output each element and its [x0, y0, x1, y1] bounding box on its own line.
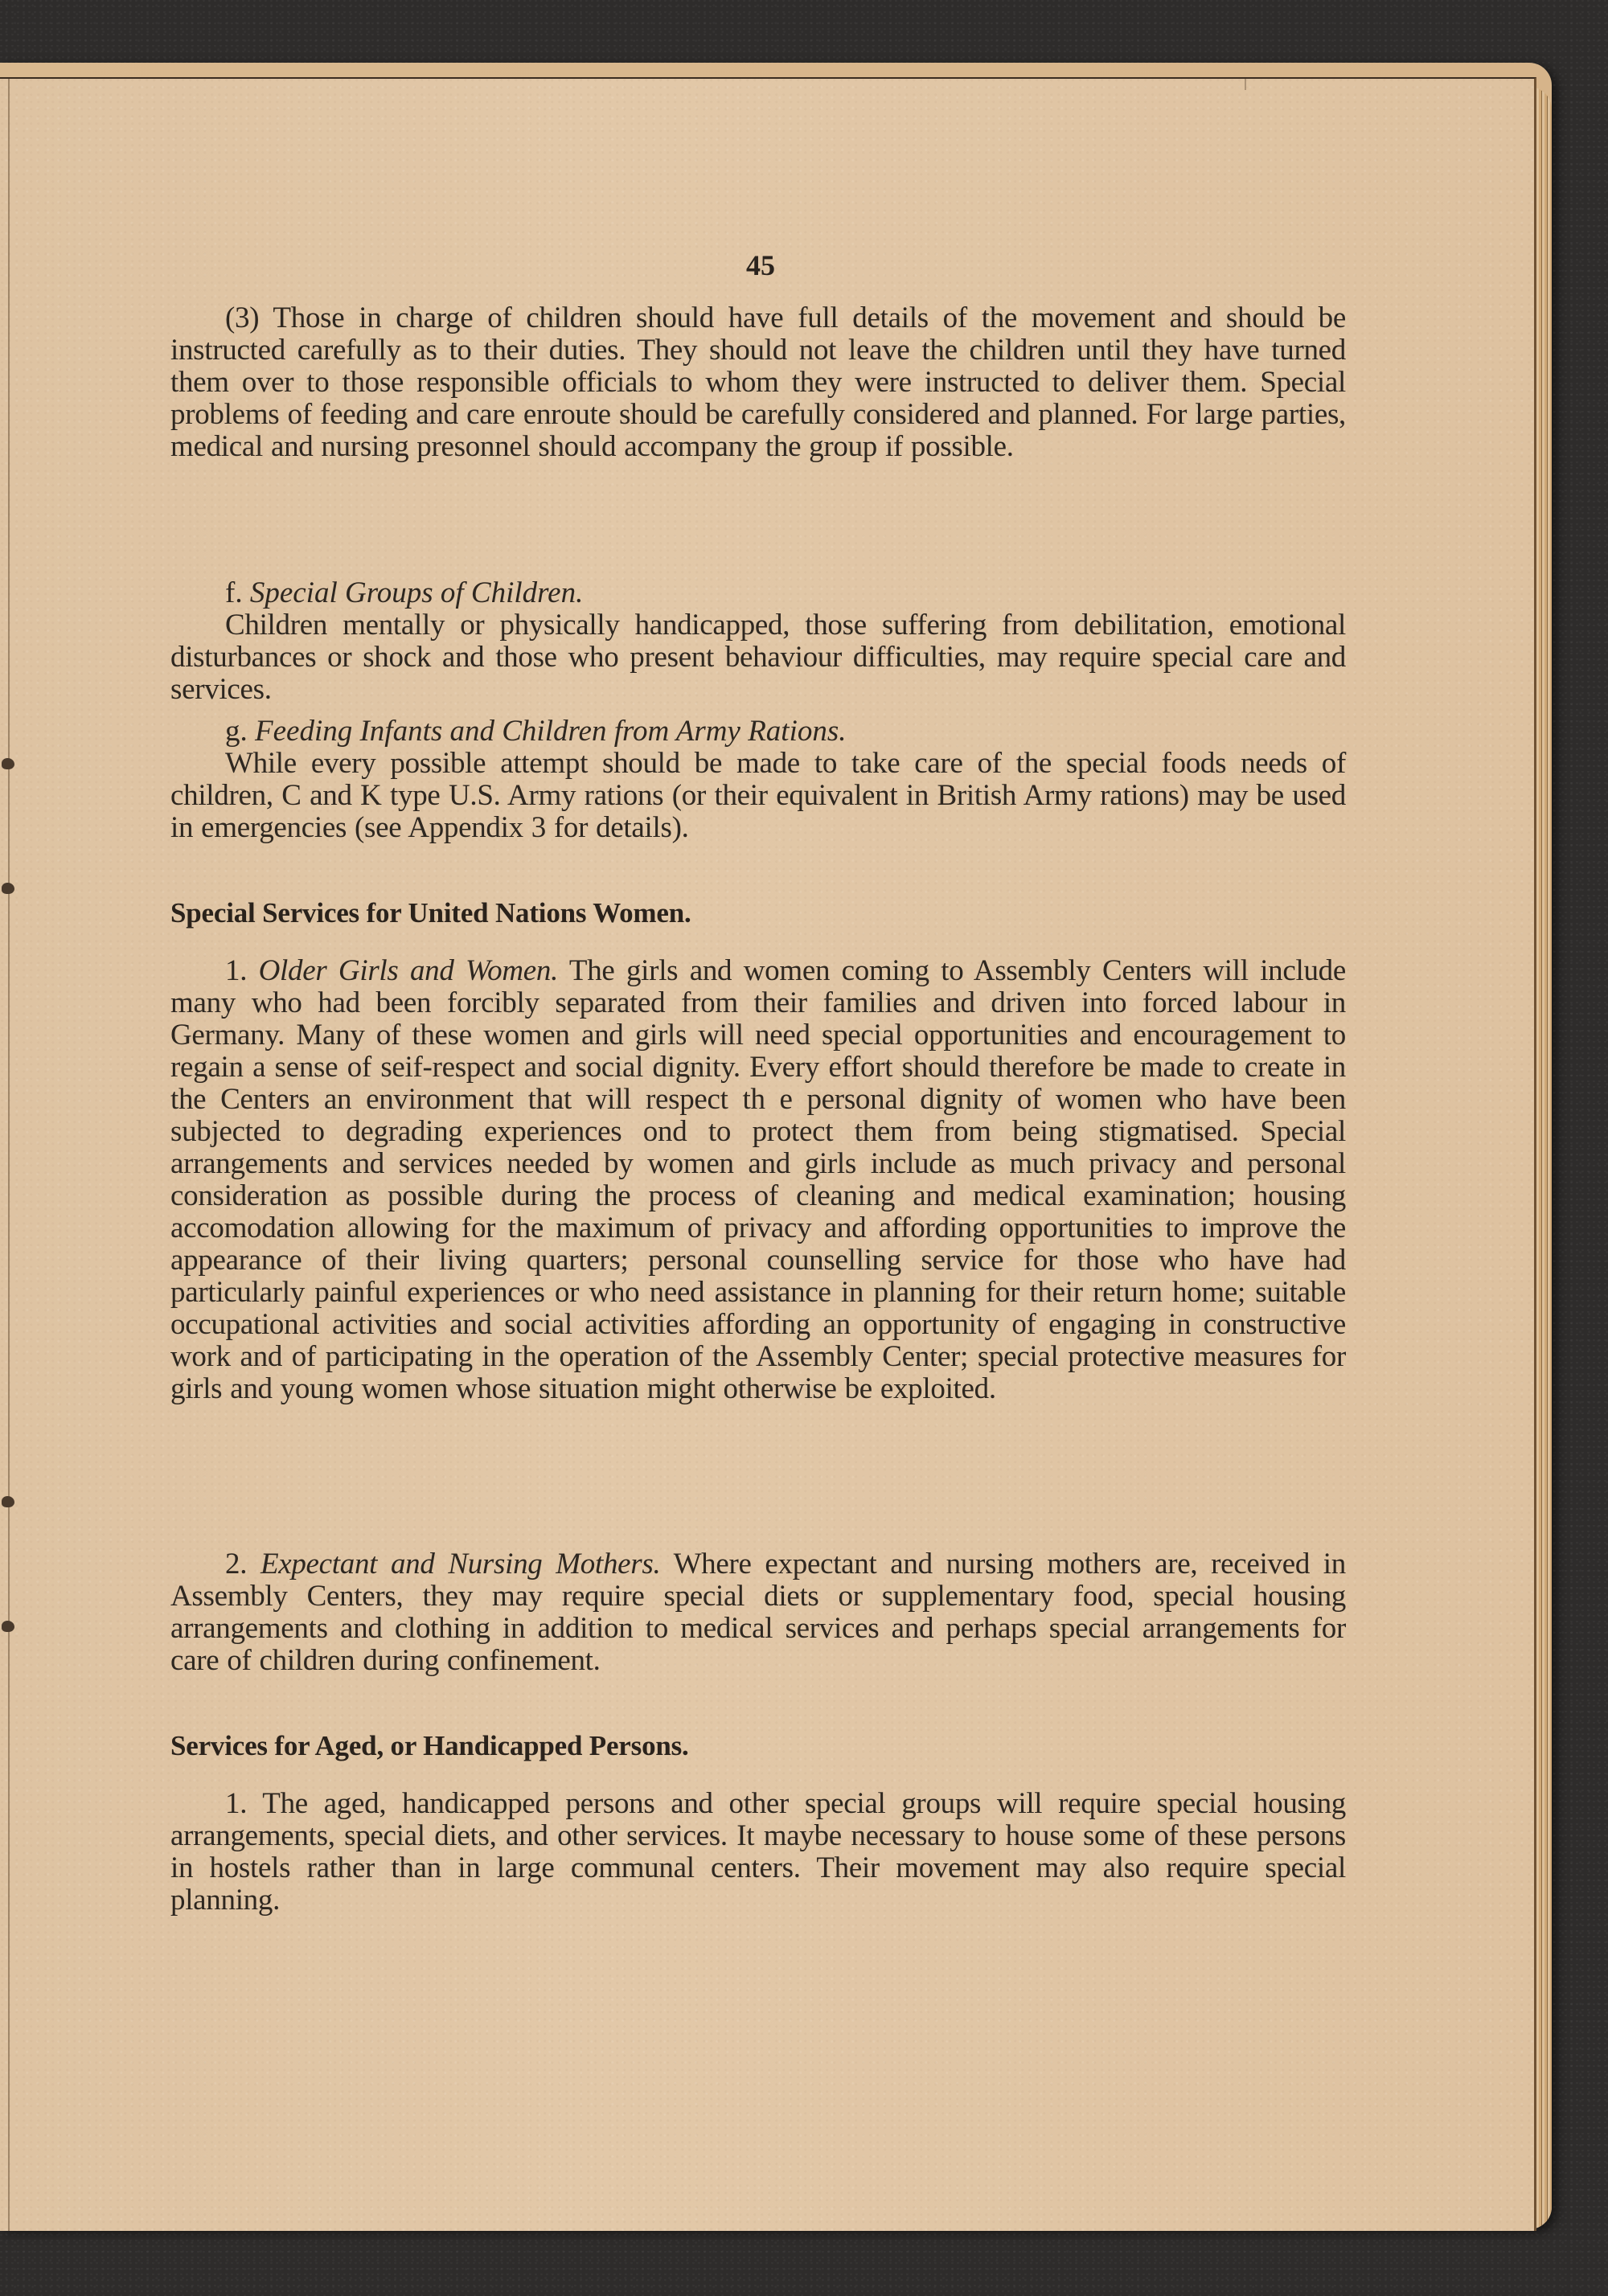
binding-hole — [2, 758, 14, 769]
item-text: Where expectant and nursing mothers are, received in Assembly Centers, they may require special diets or supplementary food, special housing arrangements and clothing in addition to medical services and perhaps special arrangements for care of children during confinement. — [170, 1548, 1346, 1677]
item-expectant-mothers — [170, 1548, 1346, 1677]
subheading-g — [170, 715, 1346, 748]
item-number: 1. — [225, 1787, 248, 1820]
subheading-f — [170, 577, 1346, 609]
section-heading-aged: Services for Aged, or Handicapped Persons. — [170, 1730, 689, 1761]
item-number: 2. — [225, 1548, 248, 1581]
subheading-label: f. — [225, 576, 243, 609]
item-text: The aged, handicapped persons and other special groups will require special housing arrangements, special diets, and other services. It maybe necessary to house some of these persons in hostels rather than in large communal centers. Their movement may also require special planning. — [170, 1787, 1346, 1917]
page-number: 45 — [746, 249, 775, 281]
stray-mark — [1245, 79, 1246, 90]
subheading-label: g. — [225, 715, 248, 748]
item-number: 1. — [225, 954, 248, 987]
paragraph-f: Children mentally or physically handicapped, those suffering from debilitation, emotional disturbances or shock and those who present behaviour difficulties, may require special care and services. — [170, 609, 1346, 706]
binding-hole — [2, 1621, 14, 1632]
section-heading-women: Special Services for United Nations Women. — [170, 897, 691, 929]
subheading-title: Special Groups of Children. — [249, 576, 584, 609]
subheading-title: Feeding Infants and Children from Army Rations. — [255, 715, 847, 748]
book-page — [0, 77, 1536, 2231]
binding-hole — [2, 883, 14, 894]
gutter-line — [8, 79, 10, 2231]
paragraph-g: While every possible attempt should be made to take care of the special foods needs of children, C and K type U.S. Army rations (or their equivalent in British Army rations) may be used in emergencies (see Appendix 3 for details). — [170, 747, 1346, 844]
book — [0, 63, 1552, 2229]
item-aged-handicapped — [170, 1788, 1346, 1917]
binding-hole — [2, 1496, 14, 1507]
item-title: Expectant and Nursing Mothers. — [260, 1548, 661, 1581]
paragraph-3: (3) Those in charge of children should have full details of the movement and should be instructed carefully as to their duties. They should not leave the children until they have turned them over to those responsible officials to whom they were instructed to deliver them. Special problems of feeding and care enroute should be carefully considered and planned. For large parties, medical and nursing presonnel should accompany the group if possible. — [170, 301, 1346, 463]
item-title: Older Girls and Women. — [258, 954, 559, 987]
item-text: The girls and women coming to Assembly Centers will include many who had been forcibly separated from their families and driven into forced labour in Germany. Many of these women and girls will need special opportunities and encouragement to regain a sense of seif-respect and social dignity. Every effort should therefore be made to create in the Centers an environment that will respect th e personal dignity of women who have been subjected to degrading experiences ond to protect them from being stigmatised. Special arrangements and services needed by women and girls include as much privacy and personal consideration as possible during the process of cleaning and medical examination; housing accomodation allowing for the maximum of privacy and affording opportunities to improve the appearance of their living quarters; personal counselling service for those who have had particularly painful experiences or who need assistance in planning for their return home; suitable occupational activities and social activities affording an opportunity of engaging in constructive work and of participating in the operation of the Assembly Center; special protective measures for girls and young women whose situation might otherwise be exploited. — [170, 954, 1346, 1405]
item-older-girls-women — [170, 955, 1346, 1405]
